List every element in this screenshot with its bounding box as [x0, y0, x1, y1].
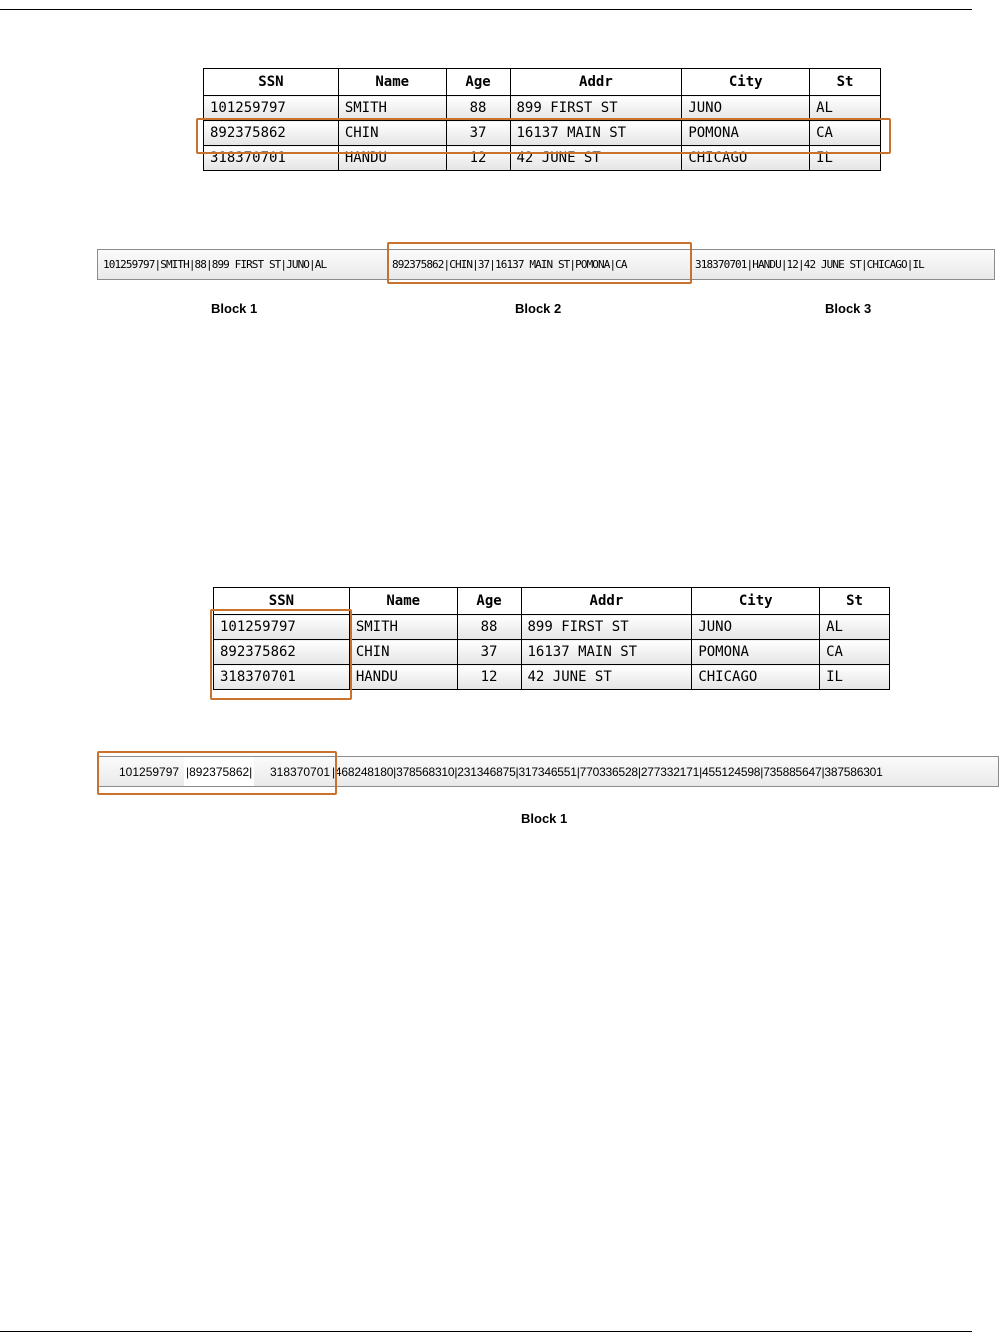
cell-ssn: 318370701: [214, 665, 350, 690]
cell-st: AL: [810, 96, 881, 121]
cell-city: JUNO: [682, 96, 810, 121]
cell-st: AL: [820, 615, 890, 640]
footer-rule: [0, 1331, 972, 1332]
cell-ssn: 101259797: [204, 96, 339, 121]
block-1-highlight-box: [97, 751, 337, 795]
strip-value-3: 318370701: [270, 765, 331, 779]
row-highlight-box: [196, 118, 891, 154]
header-rule: [0, 9, 972, 10]
column-header-city: City: [682, 69, 810, 96]
cell-name: SMITH: [349, 615, 457, 640]
cell-age: 12: [457, 665, 521, 690]
block-3-label: Block 3: [825, 301, 872, 316]
cell-name: HANDU: [338, 146, 446, 171]
cell-st: CA: [810, 121, 881, 146]
cell-ssn: 892375862: [204, 121, 339, 146]
block-3-data: 318370701|HANDU|12|42 JUNE ST|CHICAGO|IL: [695, 258, 924, 271]
cell-addr: 16137 MAIN ST: [510, 121, 682, 146]
column-header-ssn: SSN: [204, 69, 339, 96]
cell-addr: 42 JUNE ST: [510, 146, 682, 171]
strip-value-1: 101259797: [119, 765, 180, 779]
cell-addr: 42 JUNE ST: [521, 665, 692, 690]
cell-city: POMONA: [692, 640, 820, 665]
block-2-data: 892375862|CHIN|37|16137 MAIN ST|POMONA|CA: [392, 258, 627, 271]
cell-city: CHICAGO: [692, 665, 820, 690]
column-header-age: Age: [446, 69, 510, 96]
block-2-label: Block 2: [515, 301, 562, 316]
cell-ssn: 318370701: [204, 146, 339, 171]
cell-city: CHICAGO: [682, 146, 810, 171]
cell-ssn: 101259797: [214, 615, 350, 640]
column-header-name: Name: [338, 69, 446, 96]
column-header-st: St: [810, 69, 881, 96]
cell-name: HANDU: [349, 665, 457, 690]
cell-ssn: 892375862: [214, 640, 350, 665]
cell-name: SMITH: [338, 96, 446, 121]
strip-value-2: |892375862|: [184, 757, 254, 787]
cell-name: CHIN: [338, 121, 446, 146]
cell-addr: 899 FIRST ST: [510, 96, 682, 121]
block-1-label: Block 1: [521, 811, 568, 826]
column-header-city: City: [692, 588, 820, 615]
column-header-addr: Addr: [521, 588, 692, 615]
cell-st: IL: [820, 665, 890, 690]
column-header-name: Name: [349, 588, 457, 615]
cell-st: IL: [810, 146, 881, 171]
table-header-row: [204, 69, 881, 96]
block-1-data: 101259797|SMITH|88|899 FIRST ST|JUNO|AL: [103, 258, 327, 271]
cell-city: JUNO: [692, 615, 820, 640]
cell-st: CA: [820, 640, 890, 665]
cell-age: 12: [446, 146, 510, 171]
cell-age: 37: [446, 121, 510, 146]
column-header-addr: Addr: [510, 69, 682, 96]
block-1-label: Block 1: [211, 301, 258, 316]
cell-name: CHIN: [349, 640, 457, 665]
cell-city: POMONA: [682, 121, 810, 146]
column-header-ssn: SSN: [214, 588, 350, 615]
cell-age: 37: [457, 640, 521, 665]
column-highlight-box: [210, 609, 352, 700]
cell-age: 88: [457, 615, 521, 640]
cell-addr: 899 FIRST ST: [521, 615, 692, 640]
cell-addr: 16137 MAIN ST: [521, 640, 692, 665]
block-2-highlight-box: [387, 242, 692, 284]
table-row: [204, 96, 881, 121]
cell-age: 88: [446, 96, 510, 121]
strip-remaining-values: |468248180|378568310|231346875|317346551|770336528|277332171|455124598|735885647|387586301: [332, 765, 883, 779]
column-header-age: Age: [457, 588, 521, 615]
column-header-st: St: [820, 588, 890, 615]
